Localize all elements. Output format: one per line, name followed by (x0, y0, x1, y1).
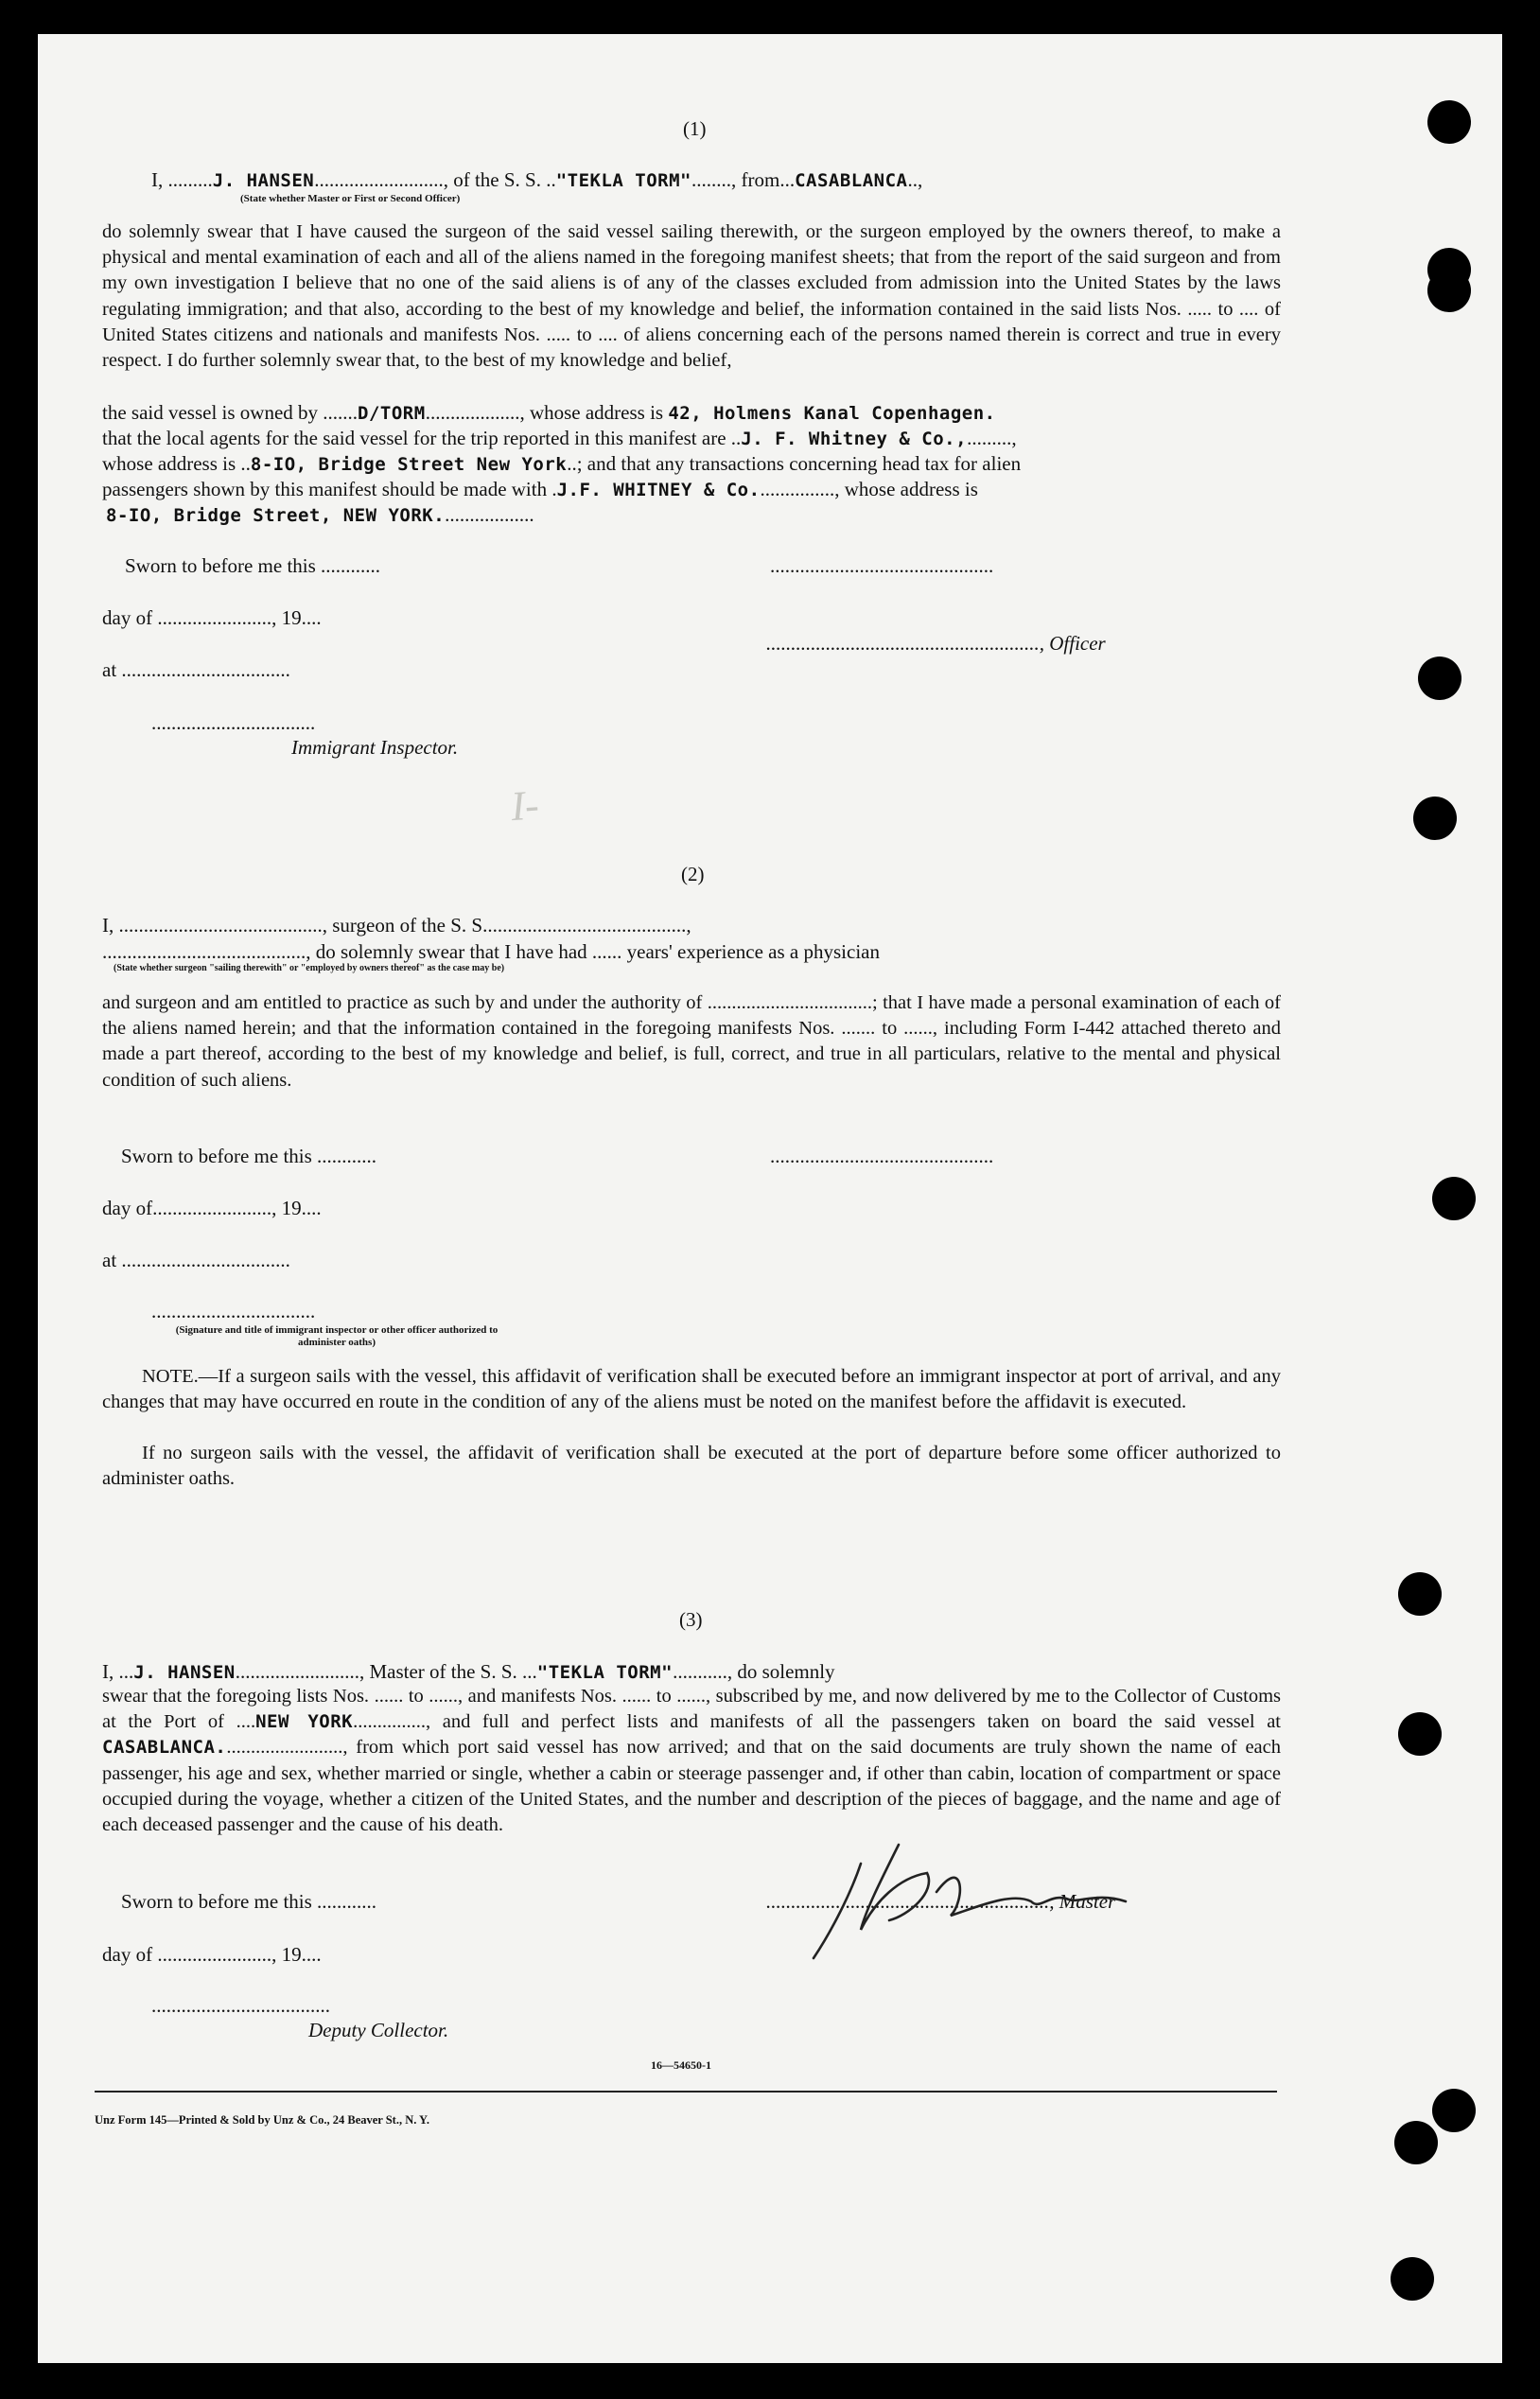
surgeon-experience-line: ........................................., do solemnly swear that I have had ...... years' experience as a physician (102, 940, 880, 963)
punch-hole (1432, 2089, 1476, 2132)
punch-hole (1413, 797, 1457, 840)
surgeon-note-2: If no surgeon sails with the vessel, the affidavit of verification shall be executed at the port of departure before some officer authorized to administer oaths. (102, 1443, 1281, 1490)
punch-hole (1432, 1177, 1476, 1220)
official-signature-note: (Signature and title of immigrant inspector or other officer authorized to administer oaths) (175, 1324, 499, 1348)
officer-rank-note: (State whether Master or First or Second Officer) (240, 193, 461, 204)
sworn-line-2: Sworn to before me this ............ (121, 1145, 377, 1167)
at-line: at .................................. (102, 658, 290, 681)
master-name: J. HANSEN (133, 1662, 236, 1683)
surgeon-signature-dots: ............................................. (770, 1145, 994, 1167)
arrival-port: NEW YORK (255, 1711, 354, 1733)
punch-hole (1418, 657, 1461, 700)
master-line: I, ...J. HANSEN........................., Master of the S. S. ..."TEKLA TORM"..........., do solemnly (102, 1660, 835, 1683)
owner-line: the said vessel is owned by .......D/TORM..................., whose address is 42, Holmens Kanal Copenhagen. (102, 401, 996, 424)
immigrant-inspector-label: Immigrant Inspector. (291, 736, 459, 759)
at-line-2: at .................................. (102, 1249, 290, 1271)
punch-hole (1427, 100, 1471, 144)
section-1-number: (1) (683, 117, 707, 140)
punch-hole (1398, 1572, 1442, 1616)
punch-hole (1394, 2121, 1438, 2164)
head-tax-agent: J.F. WHITNEY & Co. (556, 480, 761, 500)
owner-address: 42, Holmens Kanal Copenhagen. (668, 403, 996, 424)
day-line: day of ......................., 19.... (102, 606, 322, 629)
agents-address: 8-IO, Bridge Street New York (250, 454, 568, 475)
punch-hole (1391, 2257, 1434, 2301)
departure-port-2: CASABLANCA. (102, 1737, 227, 1759)
punch-hole (1427, 269, 1471, 312)
punch-hole (1398, 1712, 1442, 1756)
local-agents: J. F. Whitney & Co., (741, 429, 968, 449)
section-2-number: (2) (681, 863, 705, 885)
section-1-line1: I, .........J. HANSEN.........................., of the S. S. .."TEKLA TORM"........, from...CASABLANCA.., (151, 168, 923, 191)
departure-port: CASABLANCA (795, 170, 908, 191)
sworn-line-3: Sworn to before me this ............ (121, 1890, 377, 1913)
head-tax-address-line: 8-IO, Bridge Street, NEW YORK................... (106, 503, 534, 526)
section-3-number: (3) (679, 1608, 703, 1631)
head-tax-address: 8-IO, Bridge Street, NEW YORK. (106, 505, 446, 526)
inspector-signature-dots: ................................. (151, 711, 316, 734)
day-line-3: day of ......................., 19.... (102, 1943, 322, 1966)
i-label: I, (151, 168, 164, 191)
collector-signature-dots: .................................... (151, 1994, 330, 2017)
head-tax-line: passengers shown by this manifest should be made with .J.F. WHITNEY & Co................, whose address is (102, 478, 978, 500)
surgeon-note-1: NOTE.—If a surgeon sails with the vessel, this affidavit of verification shall be executed before an immigrant inspector at port of arrival, and any changes that may have occurred en route in the condition of any of the aliens must be noted on the manifest before the affidavit is executed. (102, 1366, 1281, 1413)
deputy-collector-label: Deputy Collector. (308, 2019, 449, 2041)
ship-name-2: "TEKLA TORM" (536, 1662, 674, 1683)
day-line-2: day of........................, 19.... (102, 1197, 322, 1219)
footer-printer-line: Unz Form 145—Printed & Sold by Unz & Co., 24 Beaver St., N. Y. (95, 2113, 430, 2127)
agents-line: that the local agents for the said vessel for the trip reported in this manifest are ..J. F. Whitney & Co.,........., (102, 427, 1017, 449)
official-signature-dots: ................................. (151, 1300, 316, 1322)
surgeon-type-note: (State whether surgeon "sailing therewith" or "employed by owners thereof" as the case may be) (114, 963, 505, 973)
vessel-owner: D/TORM (358, 403, 426, 424)
faint-handwriting: I- (509, 769, 707, 831)
section-3-oath-text: swear that the foregoing lists Nos. ...... to ......, and manifests Nos. ...... to ......, subscribed by me, and now delivered by me to the Collector of Customs at the Port of ....NEW YORK..............., and full and perfect lists and manifests of all the passengers taken on board the said vessel at CASABLANCA........................., from which port said vessel has now arrived; and that on the said documents are truly shown the name of each passenger, his age and sex, whether married or single, whether a cabin or steerage passenger and, if other than cabin, location of compartment or space occupied during the voyage, whether a citizen of the United States, and the number and description of the pieces of baggage, and the name and age of each deceased passenger and the cause of his death. (102, 1686, 1281, 1836)
surgeon-line: I, ........................................., surgeon of the S. S........................................., (102, 914, 691, 937)
officer-blank-dots: ............................................. (770, 554, 994, 577)
agents-address-line: whose address is ..8-IO, Bridge Street New York..; and that any transactions concerning head tax for alien (102, 452, 1022, 475)
master-signature-line: ........................................................., Master (766, 1890, 1116, 1913)
section-2-oath-text: and surgeon and am entitled to practice as such by and under the authority of ..................................; that I have made a personal examination of each of the aliens named herein; and that the information contained in the foregoing manifests Nos. ....... to ......, including Form I-442 attached thereto and made a part thereof, according to the best of my knowledge and belief, is full, correct, and true in all particulars, relative to the mental and physical condition of such aliens. (102, 992, 1281, 1091)
form-number: 16—54650-1 (651, 2058, 711, 2072)
from-label: , from (731, 168, 780, 191)
of-ss-label: , of the S. S. (443, 168, 541, 191)
master-signature (795, 1826, 1135, 1968)
footer-rule (95, 2091, 1277, 2093)
ship-name: "TEKLA TORM" (555, 170, 691, 191)
officer-name: J. HANSEN (212, 170, 315, 191)
sworn-line: Sworn to before me this ............ (125, 554, 381, 577)
officer-signature-line: ......................................................., Officer (766, 632, 1106, 655)
section-1-oath-text: do solemnly swear that I have caused the surgeon of the said vessel sailing therewith, or the surgeon employed by the owners thereof, to make a physical and mental examination of each and all of the aliens named in the foregoing manifest sheets; that from the report of the said surgeon and from my own investigation I believe that no one of the said aliens is of any of the classes excluded from admission into the United States by the laws regulating immigration; and that also, according to the best of my knowledge and belief, the information contained in the said lists Nos. ..... to .... of United States citizens and nationals and manifests Nos. ..... to .... of aliens concerning each of the persons named therein is correct and true in every respect. I do further solemnly swear that, to the best of my knowledge and belief, (102, 221, 1281, 372)
